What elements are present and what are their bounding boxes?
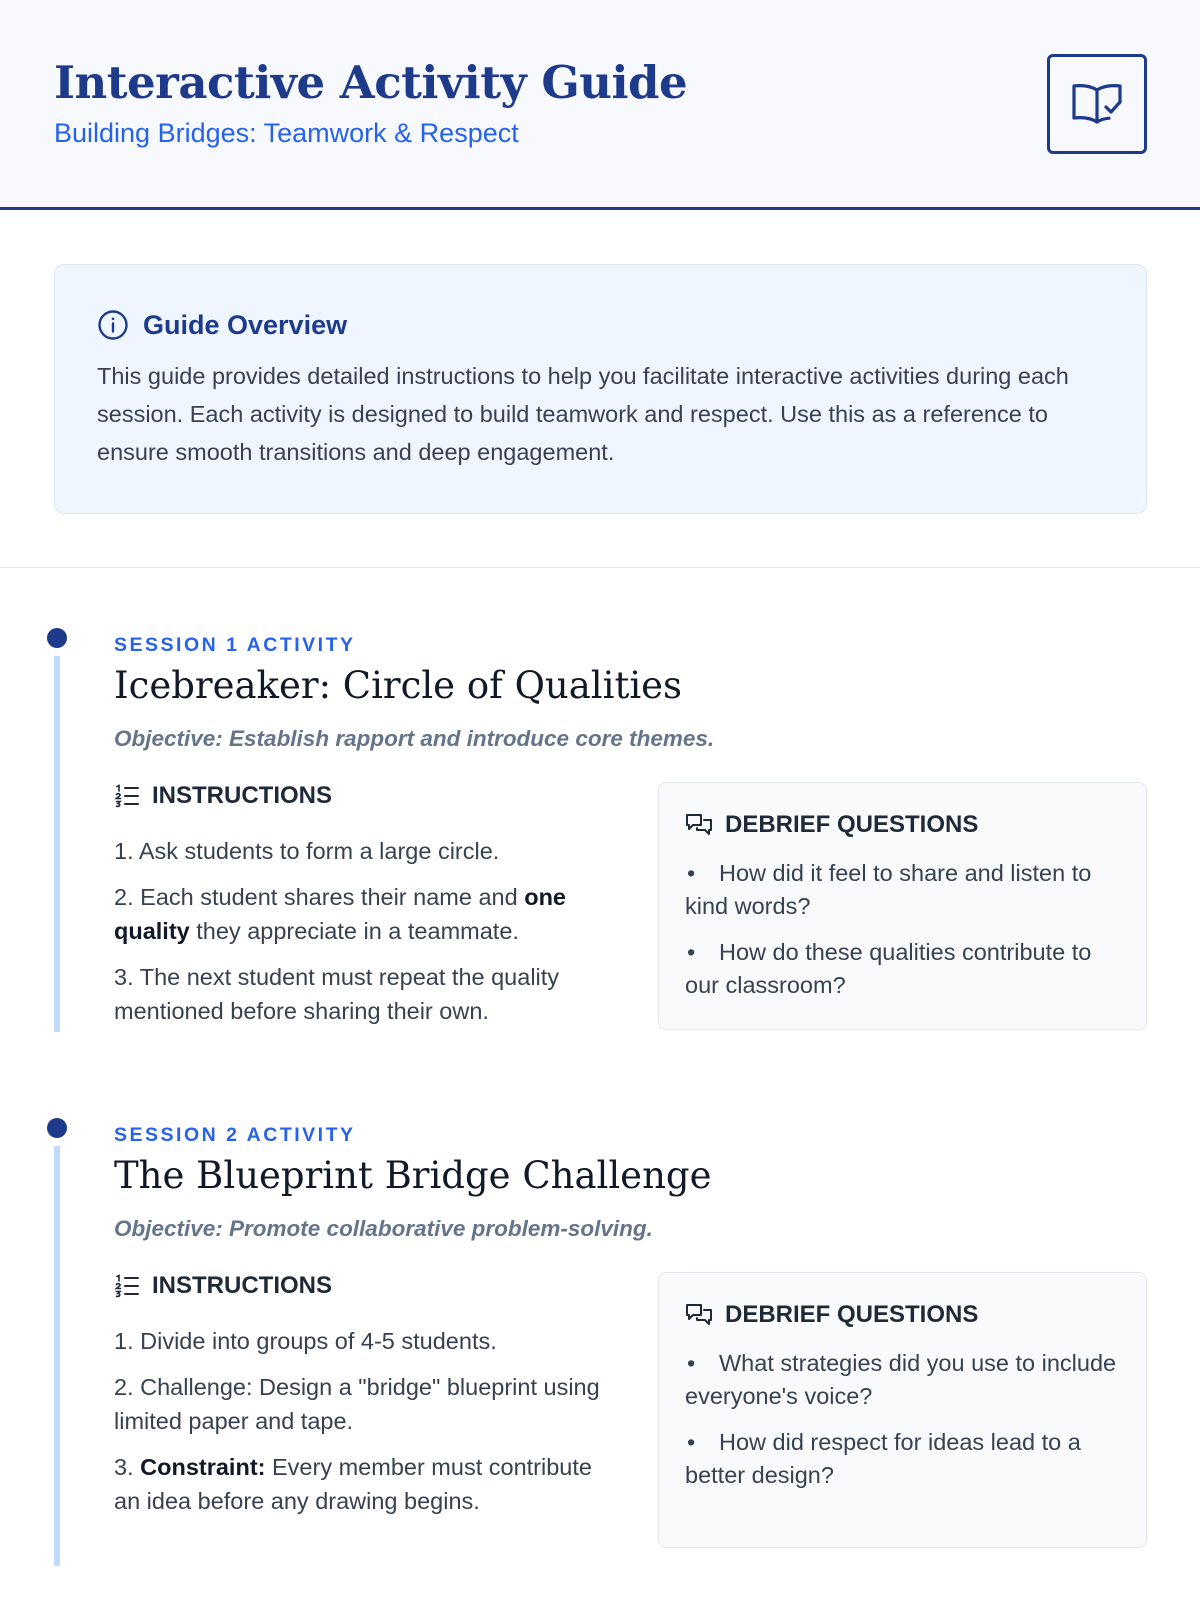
instructions-heading bbox=[114, 1272, 332, 1300]
session-label: SESSION 1 ACTIVITY bbox=[114, 634, 356, 656]
debrief-list bbox=[685, 857, 1125, 1015]
debrief-question: • What strategies did you use to include everyone's voice? bbox=[685, 1350, 1117, 1409]
instruction-item: 1. Ask students to form a large circle. bbox=[114, 838, 500, 864]
chat-bubbles-icon bbox=[685, 1302, 713, 1328]
debrief-title: DEBRIEF QUESTIONS bbox=[725, 1301, 979, 1328]
session-objective: Objective: Establish rapport and introduce core themes. bbox=[114, 726, 715, 751]
instruction-item: 3. Constraint: Every member must contribute an idea before any drawing begins. bbox=[114, 1454, 592, 1514]
overview-heading bbox=[97, 309, 347, 341]
debrief-card bbox=[658, 1272, 1147, 1548]
session-title: Icebreaker: Circle of Qualities bbox=[114, 664, 683, 707]
guide-overview-card bbox=[54, 264, 1147, 514]
instructions-list bbox=[114, 834, 604, 1040]
page-header bbox=[0, 0, 1200, 210]
book-check-icon bbox=[1047, 54, 1147, 154]
instruction-item: 2. Challenge: Design a "bridge" blueprint using limited paper and tape. bbox=[114, 1374, 600, 1434]
page-title: Interactive Activity Guide bbox=[54, 56, 688, 109]
timeline-line bbox=[54, 1146, 60, 1566]
timeline-line bbox=[54, 656, 60, 1032]
session-title: The Blueprint Bridge Challenge bbox=[114, 1154, 712, 1197]
instruction-item: 1. Divide into groups of 4-5 students. bbox=[114, 1328, 497, 1354]
debrief-question: • How do these qualities contribute to our classroom? bbox=[685, 939, 1092, 998]
section-divider bbox=[0, 567, 1200, 568]
overview-title: Guide Overview bbox=[143, 309, 348, 340]
info-icon bbox=[97, 309, 129, 341]
debrief-heading bbox=[685, 1301, 978, 1329]
session-objective: Objective: Promote collaborative problem-solving. bbox=[114, 1216, 653, 1241]
instructions-heading bbox=[114, 782, 332, 810]
debrief-title: DEBRIEF QUESTIONS bbox=[725, 811, 979, 838]
page-subtitle: Building Bridges: Teamwork & Respect bbox=[54, 118, 519, 148]
overview-text: This guide provides detailed instructions to help you facilitate interactive activities during each session. Each activity is designed to build teamwork and respect. Use this as a reference to ensure smooth transitions and deep engagement. bbox=[97, 363, 1069, 465]
instructions-list bbox=[114, 1324, 604, 1530]
instructions-title: INSTRUCTIONS bbox=[152, 782, 332, 809]
instruction-item: 3. The next student must repeat the quality mentioned before sharing their own. bbox=[114, 964, 560, 1024]
debrief-card bbox=[658, 782, 1147, 1030]
instruction-item: 2. Each student shares their name and one quality they appreciate in a teammate. bbox=[114, 884, 566, 944]
debrief-question: • How did respect for ideas lead to a better design? bbox=[685, 1429, 1081, 1488]
timeline-dot bbox=[47, 1118, 67, 1138]
list-ordered-icon bbox=[114, 784, 140, 808]
instructions-title: INSTRUCTIONS bbox=[152, 1272, 332, 1299]
timeline-dot bbox=[47, 628, 67, 648]
chat-bubbles-icon bbox=[685, 812, 713, 838]
debrief-list bbox=[685, 1347, 1125, 1505]
session-label: SESSION 2 ACTIVITY bbox=[114, 1124, 356, 1146]
list-ordered-icon bbox=[114, 1274, 140, 1298]
debrief-question: • How did it feel to share and listen to kind words? bbox=[685, 860, 1092, 919]
debrief-heading bbox=[685, 811, 978, 839]
